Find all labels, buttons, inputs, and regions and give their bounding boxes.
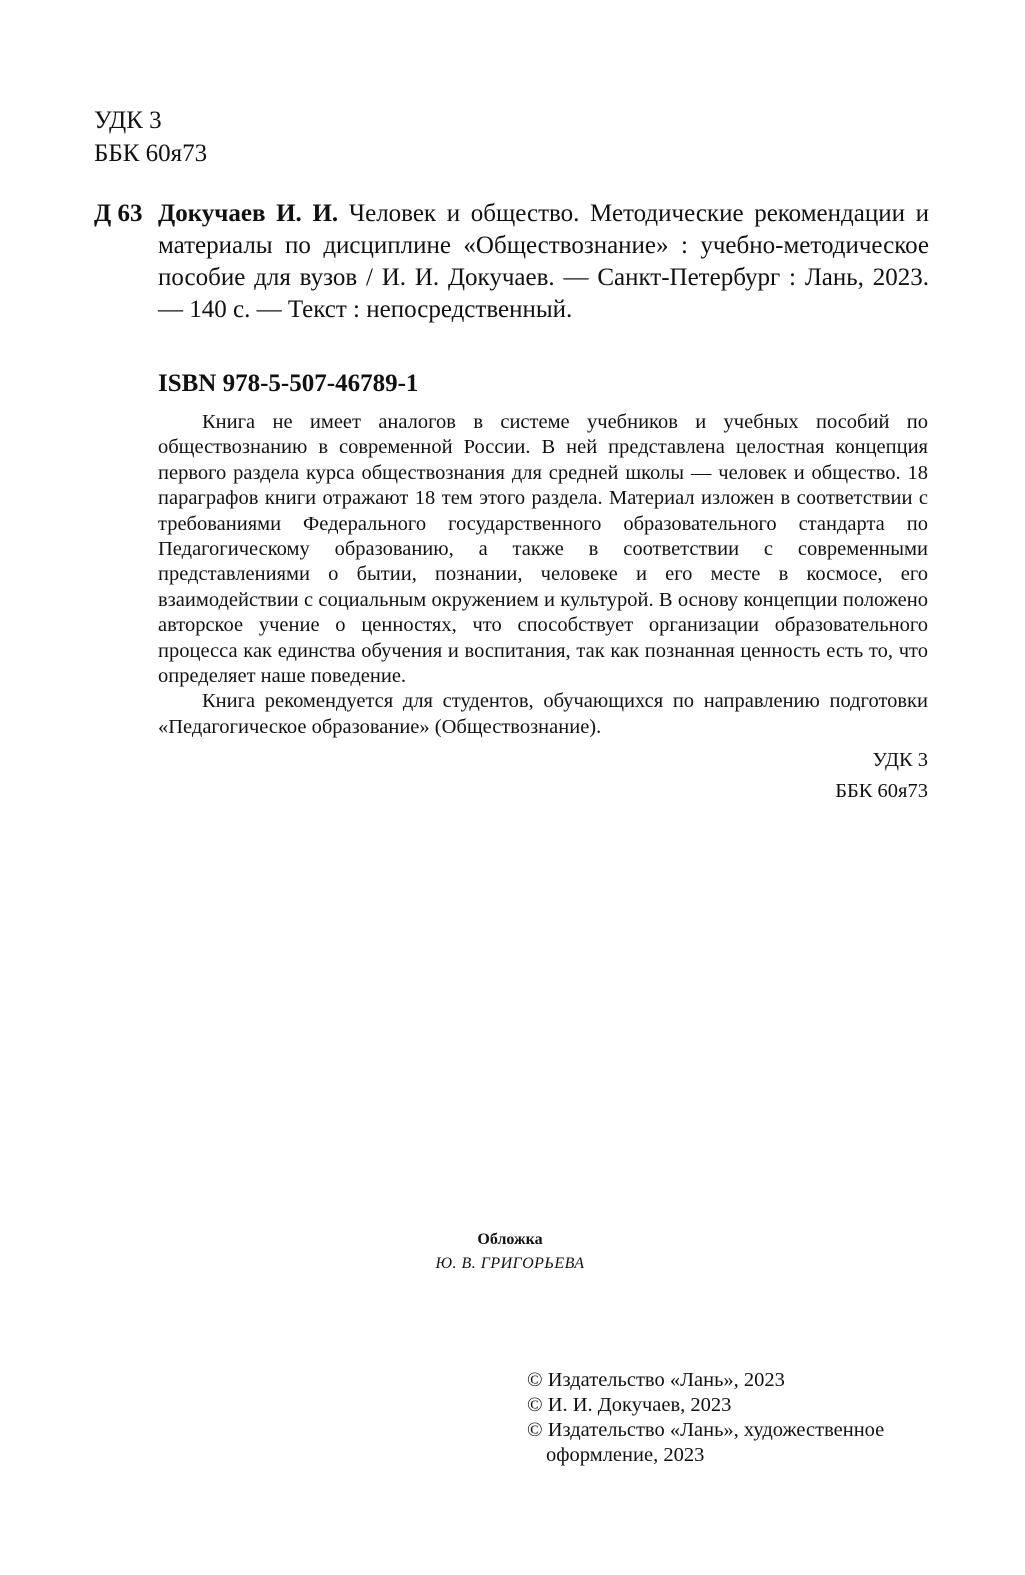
cover-credit — [300, 1228, 720, 1276]
annotation — [158, 410, 928, 740]
bibliographic-entry — [94, 198, 929, 326]
copyright-block — [527, 1368, 927, 1468]
author-name: Докучаев И. И. — [158, 200, 339, 227]
udk-code: УДК 3 — [94, 107, 162, 134]
author-mark: Д 63 — [94, 200, 143, 227]
copyright-line: © Издательство «Лань», художественное оформление, 2023 — [527, 1419, 885, 1466]
isbn: ISBN 978-5-507-46789-1 — [158, 370, 419, 397]
copyright-line: © И. И. Докучаев, 2023 — [527, 1394, 732, 1416]
classification-block-bottom — [700, 745, 928, 807]
cover-label: Обложка — [477, 1231, 543, 1248]
bbk-code: ББК 60я73 — [94, 140, 208, 167]
copyright-line: © Издательство «Лань», 2023 — [527, 1369, 785, 1391]
annotation-paragraph: Книга рекомендуется для студентов, обучающихся по направлению подготовки «Педагогическое образование» (Обществознание). — [158, 690, 928, 738]
annotation-paragraph: Книга не имеет аналогов в системе учебников и учебных пособий по обществознанию в современной России. В ней представлена целостная концепция первого раздела курса обществознания для средней школы — человек и общество. 18 параграфов книги отражают 18 тем этого раздела. Материал изложен в соответствии с требованиями Федерального государственного образовательного стандарта по Педагогическому образованию, а также в соответствии с современными представлениями о бытии, познании, человеке и его месте в космосе, его взаимодействии с социальным окружением и культурой. В основу концепции положено авторское учение о ценностях, что способствует организации образовательного процесса как единства обучения и воспитания, так как познанная ценность есть то, что определяет наше поведение. — [158, 411, 928, 688]
cover-designer: Ю. В. ГРИГОРЬЕВА — [435, 1255, 585, 1272]
bbk-code: ББК 60я73 — [835, 780, 928, 802]
bibliographic-description — [158, 198, 929, 326]
classification-block-top — [94, 104, 207, 170]
description-text: Человек и общество. Методические рекомендации и материалы по дисциплине «Обществознание» : учебно-методическое пособие для вузов / И. И. Докучаев. — Санкт-Петербург : Лань, 2023. — 140 с. — Текст : непосредственный. — [158, 200, 930, 323]
udk-code: УДК 3 — [872, 749, 928, 771]
